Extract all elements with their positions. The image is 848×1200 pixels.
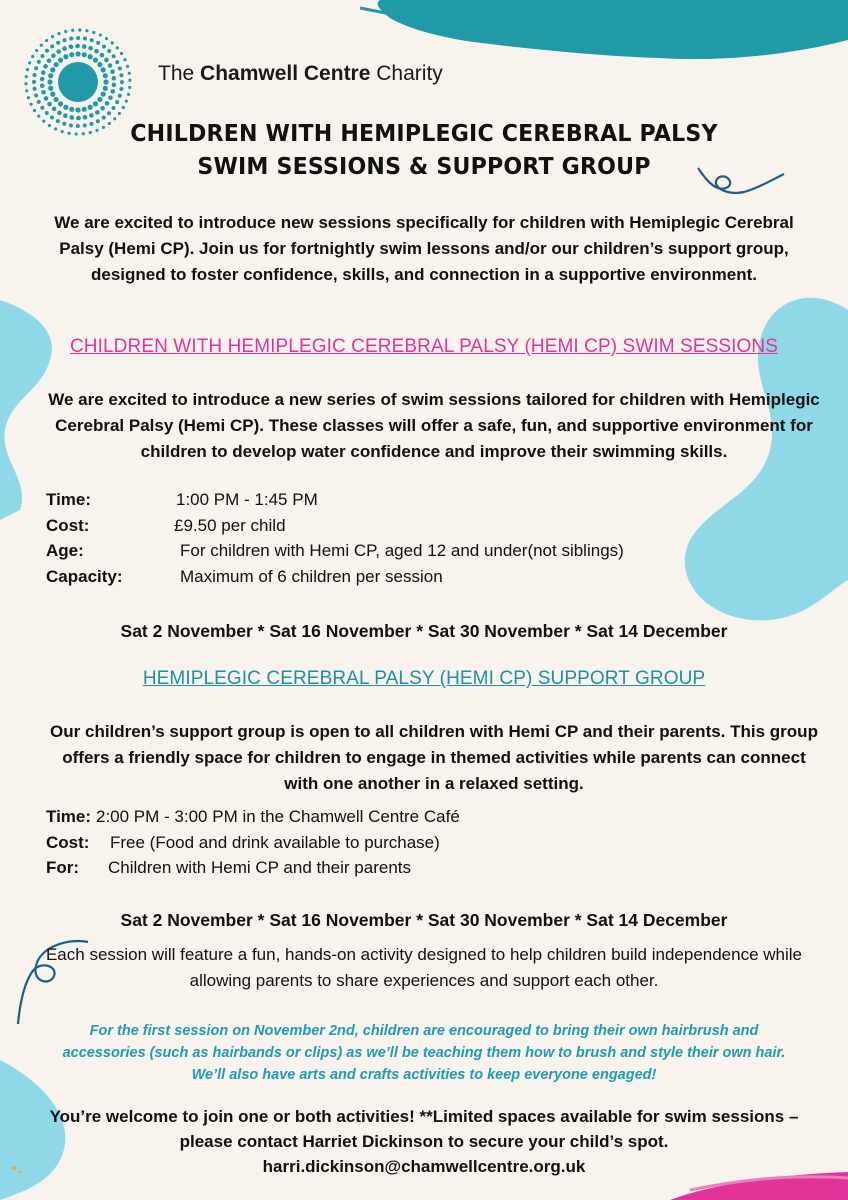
logo-dot [45,49,49,53]
logo-dot [105,37,108,40]
logo-dot [100,106,105,111]
logo-dot [37,60,41,64]
logo-dot [43,64,48,69]
logo-dot [93,101,98,106]
swim-sessions-heading: CHILDREN WITH HEMIPLEGIC CEREBRAL PALSY (HEMI CP) SWIM SESSIONS [69,336,778,357]
logo-dot [34,93,38,97]
logo-dot [75,51,80,56]
logo-dot [33,73,37,77]
logo-dot [69,107,74,112]
logo-dot [82,44,87,49]
logo-dot [103,79,108,84]
logo-dot [115,100,119,104]
detail-label: Age: [46,541,84,560]
intro-paragraph: We are excited to introduce new sessions specifically for children with Hemiplegic Cerebral Palsy (Hemi CP). Join us for fortnightly swim lessons and/or our children’s support group, designed to foster confidence, skills, and connection in a supportive environment. [54,213,794,284]
brand-name: The Chamwell Centre Charity [158,62,443,85]
logo-dot [110,89,115,94]
logo-dot [105,101,110,106]
teal-brush-stroke-top [360,0,848,70]
logo-dot [119,87,123,91]
logo-dot [28,61,31,64]
logo-dot [112,83,117,88]
logo-dot [25,75,28,78]
logo-dot [82,52,87,57]
logo-dot [50,67,55,72]
logo-dot [57,111,62,116]
logo-dot [90,38,94,42]
logo-dot [35,49,38,52]
detail-label: Cost: [46,516,90,535]
activity-description: Each session will feature a fun, hands-on activity designed to help children build independence while allowing parents to share experiences and support each other. [45,945,803,990]
logo-dot [52,107,57,112]
swim-dates: Sat 2 November * Sat 16 November * Sat 30 November * Sat 14 December [120,621,728,641]
detail-value: Free (Food and drink available to purchase) [110,833,440,852]
logo-dot [128,72,131,75]
logo-dot [118,94,122,98]
footer-text: You’re welcome to join one or both activities! **Limited spaces available for swim sessions – please contact Harriet Dickinson to secure your child’s spot. [49,1107,799,1151]
logo-dot [40,54,44,58]
support-description: Our children’s support group is open to all children with Hemi CP and their parents. This group offers a friendly space for children to engage in themed activities while parents can connect with one another in a relaxed setting. [50,722,818,793]
logo-dot [112,106,116,110]
logo-dot [63,105,68,110]
logo-dot [116,46,119,49]
detail-label: Cost: [46,833,90,852]
logo-dot [97,62,102,67]
logo-dot [120,80,124,84]
logo-dot [95,110,100,115]
logo-dot [112,54,116,58]
logo-dot [82,107,87,112]
detail-label: Capacity: [46,567,123,586]
logo-dot [69,52,74,57]
logo-dot [102,44,106,48]
detail-value: 1:00 PM - 1:45 PM [176,490,318,509]
logo-dot [40,83,45,88]
logo-dot [118,67,122,71]
logo-dot [33,87,37,91]
logo-dot [108,95,113,100]
swim-description: We are excited to introduce a new series of swim sessions tailored for children with Hemiplegic Cerebral Palsy (Hemi CP). These classes will offer a safe, fun, and supportive environment for children to develop water confidence and improve their swimming skills. [48,390,820,461]
logo-dot [51,35,54,38]
logo-dot [123,58,126,61]
logo-dot [119,73,123,77]
logo-dot [97,97,102,102]
logo-dot [51,53,56,58]
logo-dot [56,41,60,45]
logo-dot [92,31,95,34]
support-dates: Sat 2 November * Sat 16 November * Sat 30 November * Sat 14 December [120,910,728,930]
logo-dot [122,106,125,109]
detail-value: Children with Hemi CP and their parents [108,858,411,877]
footer-contact [40,1104,808,1179]
detail-value: 2:00 PM - 3:00 PM in the Chamwell Centre Café [96,807,460,826]
logo-dot [48,73,53,78]
page-title-line-2: SWIM SESSIONS & SUPPORT GROUP [197,154,651,180]
logo-dot [44,96,49,101]
logo-dot [41,90,46,95]
logo-dot [128,79,131,82]
logo-dot [47,102,52,107]
logo-dot [118,112,121,115]
logo-dot [71,29,74,32]
logo-dot [47,79,52,84]
logo-dot [25,89,28,92]
detail-label: Time: [46,807,92,826]
logo-dot [111,41,114,44]
logo-dot [31,55,34,58]
first-session-note: For the first session on November 2nd, children are encouraged to bring their own hairbrush and accessories (such as hairbands or clips) as we’ll be teaching them how to brush and style their own hair. We’ll also have arts and crafts activities to keep everyone engaged! [62,1023,786,1083]
detail-value: Maximum of 6 children per session [180,567,443,586]
logo-dot [88,46,93,51]
logo-dot [40,106,44,110]
logo-dot [54,97,59,102]
logo-dot [128,86,131,89]
logo-dot [58,101,63,106]
logo-dot [126,65,129,68]
logo-dot [40,77,45,82]
logo-dot [103,73,108,78]
contact-email[interactable]: harri.dickinson@chamwellcentre.org.uk [262,1157,586,1176]
logo-dot [85,29,88,32]
logo-dot [58,58,63,63]
logo-dot [27,96,30,99]
logo-dot [120,52,123,55]
detail-value: £9.50 per child [174,516,286,535]
logo-dot [101,92,106,97]
logo-dot [48,86,53,91]
logo-dot [88,105,93,110]
detail-label: Time: [46,490,92,509]
logo-dot [64,30,67,33]
logo-dot [107,111,111,115]
logo-dot [57,32,60,35]
logo-dot [83,37,87,41]
logo-dot [101,67,106,72]
logo-dot [63,38,67,42]
logo-dot [88,54,93,59]
logo-dot [32,80,36,84]
detail-value: For children with Hemi CP, aged 12 and under(not siblings) [180,541,624,560]
logo-dot [37,100,41,104]
logo-dot [78,28,81,31]
logo-dot [107,49,111,53]
logo-dot [33,109,36,112]
logo-dot [112,76,117,81]
logo-dot [40,44,43,47]
logo-dot [93,58,98,63]
logo-dot [29,103,32,106]
logo-dot [62,46,67,51]
logo-dot [115,60,119,64]
logo-dot [103,86,108,91]
logo-dot [45,39,48,42]
page-title [17,118,831,184]
logo-dot [96,41,100,45]
dots-decoration [8,1160,28,1180]
logo-dot [104,58,109,63]
logo-dot [50,44,54,48]
logo-dot [24,82,27,85]
page-title-line-1: CHILDREN WITH HEMIPLEGIC CEREBRAL PALSY [130,121,718,147]
logo-dot [76,36,80,40]
logo-dot [63,54,68,59]
logo-dot [50,92,55,97]
logo-dot [54,62,59,67]
logo-dot [125,100,128,103]
logo-dot [94,49,99,54]
logo-dot [34,66,38,70]
logo-dot [69,44,74,49]
detail-label: For: [46,858,80,877]
logo-dot [56,49,61,54]
logo-dot [26,68,29,71]
logo-dot [108,63,113,68]
logo-dot [47,58,52,63]
logo-dot [75,44,80,49]
logo-dot [69,37,73,41]
logo-dot [127,93,130,96]
logo-dot [99,33,102,36]
logo-dot [110,69,115,74]
logo-dot [45,111,49,115]
logo-dot [75,107,80,112]
logo-dot [41,70,46,75]
support-group-heading: HEMIPLEGIC CEREBRAL PALSY (HEMI CP) SUPPORT GROUP [142,668,706,689]
logo-dot [100,53,105,58]
